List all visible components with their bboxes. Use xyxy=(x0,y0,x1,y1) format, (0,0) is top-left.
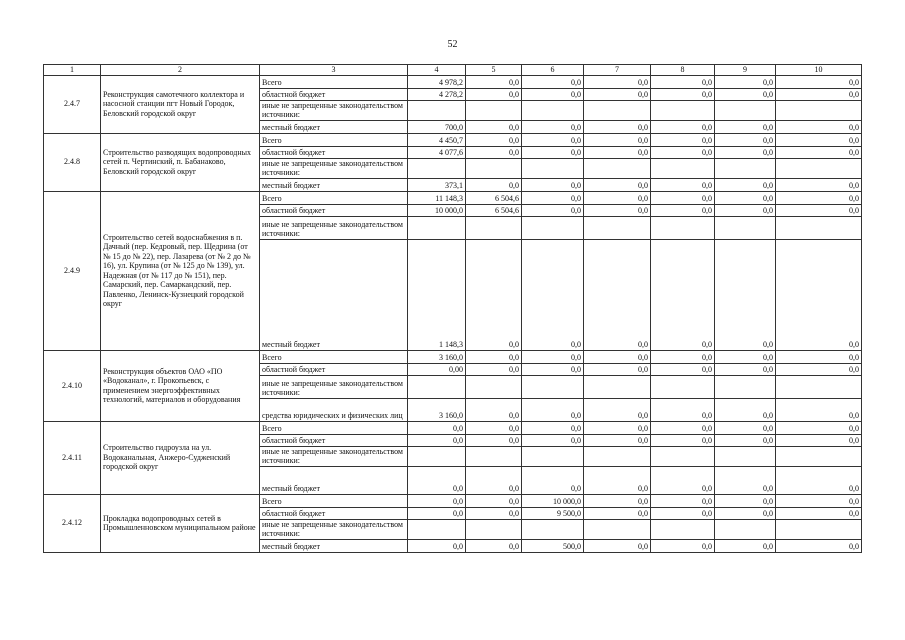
amount-cell: 0,0 xyxy=(466,120,522,133)
amount-cell: 0,0 xyxy=(776,466,862,494)
amount-cell: 0,0 xyxy=(466,75,522,88)
budget-table xyxy=(43,64,862,553)
column-header: 9 xyxy=(715,65,776,76)
amount-cell: 1 148,3 xyxy=(408,239,466,350)
amount-cell: 0,0 xyxy=(651,466,715,494)
amount-cell xyxy=(584,519,651,539)
amount-cell xyxy=(408,158,466,178)
amount-cell: 0,0 xyxy=(466,494,522,507)
column-header: 4 xyxy=(408,65,466,76)
amount-cell: 0,0 xyxy=(715,133,776,146)
amount-cell: 0,0 xyxy=(522,239,584,350)
section-name: Строительство гидроузла на ул. Водоканальная, Анжеро-Судженский городской округ xyxy=(101,421,260,494)
amount-cell: 3 160,0 xyxy=(408,398,466,421)
amount-cell xyxy=(651,100,715,120)
amount-cell: 0,0 xyxy=(466,239,522,350)
amount-cell: 0,0 xyxy=(584,178,651,191)
funding-source: Всего xyxy=(260,350,408,363)
amount-cell: 0,0 xyxy=(776,146,862,158)
amount-cell: 0,0 xyxy=(584,539,651,552)
amount-cell: 4 077,6 xyxy=(408,146,466,158)
amount-cell xyxy=(715,100,776,120)
funding-source: иные не запрещенные законодательством источники: xyxy=(260,158,408,178)
amount-cell: 0,0 xyxy=(715,75,776,88)
amount-cell: 0,0 xyxy=(776,350,862,363)
amount-cell: 0,0 xyxy=(522,191,584,204)
amount-cell: 0,0 xyxy=(776,363,862,375)
funding-source: иные не запрещенные законодательством источники: xyxy=(260,216,408,239)
amount-cell: 0,0 xyxy=(584,75,651,88)
amount-cell: 0,0 xyxy=(651,421,715,434)
amount-cell xyxy=(776,446,862,466)
amount-cell xyxy=(776,100,862,120)
amount-cell: 0,0 xyxy=(651,88,715,100)
amount-cell: 0,0 xyxy=(584,120,651,133)
funding-source: областной бюджет xyxy=(260,204,408,216)
amount-cell: 0,0 xyxy=(651,191,715,204)
amount-cell: 0,0 xyxy=(584,191,651,204)
table-row xyxy=(44,494,862,507)
amount-cell: 500,0 xyxy=(522,539,584,552)
amount-cell xyxy=(584,216,651,239)
section-code: 2.4.12 xyxy=(44,494,101,552)
amount-cell: 0,0 xyxy=(715,191,776,204)
amount-cell: 0,0 xyxy=(522,120,584,133)
column-header: 2 xyxy=(101,65,260,76)
amount-cell xyxy=(715,216,776,239)
amount-cell: 0,0 xyxy=(466,466,522,494)
funding-source: местный бюджет xyxy=(260,539,408,552)
amount-cell: 0,0 xyxy=(466,350,522,363)
column-header: 10 xyxy=(776,65,862,76)
amount-cell: 0,0 xyxy=(466,434,522,446)
amount-cell: 0,0 xyxy=(776,120,862,133)
amount-cell: 0,0 xyxy=(715,398,776,421)
amount-cell: 0,0 xyxy=(651,350,715,363)
amount-cell: 0,0 xyxy=(584,146,651,158)
amount-cell: 0,0 xyxy=(584,494,651,507)
amount-cell: 6 504,6 xyxy=(466,204,522,216)
amount-cell xyxy=(776,519,862,539)
amount-cell: 0,0 xyxy=(584,466,651,494)
section-code: 2.4.9 xyxy=(44,191,101,350)
funding-source: иные не запрещенные законодательством источники: xyxy=(260,375,408,398)
amount-cell: 0,0 xyxy=(651,204,715,216)
funding-source: местный бюджет xyxy=(260,178,408,191)
amount-cell: 0,0 xyxy=(715,363,776,375)
amount-cell: 0,0 xyxy=(715,88,776,100)
amount-cell: 0,0 xyxy=(522,421,584,434)
amount-cell: 0,0 xyxy=(651,75,715,88)
amount-cell xyxy=(466,216,522,239)
amount-cell: 0,0 xyxy=(715,204,776,216)
amount-cell xyxy=(584,100,651,120)
funding-source: областной бюджет xyxy=(260,88,408,100)
amount-cell xyxy=(715,158,776,178)
amount-cell: 0,0 xyxy=(651,178,715,191)
amount-cell xyxy=(651,158,715,178)
amount-cell xyxy=(651,216,715,239)
section-code: 2.4.10 xyxy=(44,350,101,421)
amount-cell: 0,0 xyxy=(408,466,466,494)
funding-source: Всего xyxy=(260,421,408,434)
amount-cell: 0,0 xyxy=(715,421,776,434)
amount-cell: 0,0 xyxy=(651,239,715,350)
amount-cell xyxy=(584,158,651,178)
amount-cell: 0,0 xyxy=(522,88,584,100)
funding-source: иные не запрещенные законодательством источники: xyxy=(260,100,408,120)
amount-cell: 10 000,0 xyxy=(408,204,466,216)
funding-source: Всего xyxy=(260,191,408,204)
amount-cell: 0,0 xyxy=(715,494,776,507)
table-row xyxy=(44,75,862,88)
amount-cell xyxy=(715,519,776,539)
amount-cell: 0,0 xyxy=(522,466,584,494)
amount-cell xyxy=(466,519,522,539)
funding-source: местный бюджет xyxy=(260,466,408,494)
amount-cell: 0,0 xyxy=(715,178,776,191)
amount-cell: 0,0 xyxy=(466,507,522,519)
amount-cell: 11 148,3 xyxy=(408,191,466,204)
amount-cell: 0,0 xyxy=(522,434,584,446)
funding-source: местный бюджет xyxy=(260,239,408,350)
amount-cell: 0,0 xyxy=(651,146,715,158)
amount-cell: 0,0 xyxy=(466,539,522,552)
amount-cell: 0,0 xyxy=(776,539,862,552)
section-code: 2.4.11 xyxy=(44,421,101,494)
amount-cell: 0,0 xyxy=(408,421,466,434)
column-header: 3 xyxy=(260,65,408,76)
amount-cell: 0,0 xyxy=(522,75,584,88)
amount-cell xyxy=(408,100,466,120)
amount-cell: 0,0 xyxy=(651,434,715,446)
amount-cell: 0,0 xyxy=(466,88,522,100)
amount-cell xyxy=(466,446,522,466)
section-code: 2.4.8 xyxy=(44,133,101,191)
amount-cell: 0,0 xyxy=(776,88,862,100)
amount-cell: 0,0 xyxy=(584,398,651,421)
amount-cell: 0,0 xyxy=(776,178,862,191)
amount-cell xyxy=(584,446,651,466)
amount-cell: 0,00 xyxy=(408,363,466,375)
amount-cell xyxy=(776,216,862,239)
amount-cell xyxy=(522,216,584,239)
amount-cell: 0,0 xyxy=(584,507,651,519)
amount-cell: 9 500,0 xyxy=(522,507,584,519)
amount-cell: 700,0 xyxy=(408,120,466,133)
section-name: Прокладка водопроводных сетей в Промышленновском муниципальном районе xyxy=(101,494,260,552)
page-number: 52 xyxy=(447,39,458,50)
amount-cell: 0,0 xyxy=(776,204,862,216)
funding-source: областной бюджет xyxy=(260,363,408,375)
amount-cell xyxy=(466,100,522,120)
amount-cell: 0,0 xyxy=(715,539,776,552)
amount-cell: 0,0 xyxy=(776,434,862,446)
amount-cell xyxy=(466,375,522,398)
amount-cell xyxy=(522,446,584,466)
amount-cell xyxy=(522,375,584,398)
amount-cell: 4 278,2 xyxy=(408,88,466,100)
amount-cell xyxy=(651,375,715,398)
amount-cell: 10 000,0 xyxy=(522,494,584,507)
column-header: 7 xyxy=(584,65,651,76)
amount-cell: 0,0 xyxy=(466,178,522,191)
amount-cell xyxy=(584,375,651,398)
amount-cell: 0,0 xyxy=(776,191,862,204)
amount-cell: 0,0 xyxy=(466,421,522,434)
funding-source: Всего xyxy=(260,494,408,507)
amount-cell: 0,0 xyxy=(522,204,584,216)
funding-source: Всего xyxy=(260,133,408,146)
amount-cell: 0,0 xyxy=(651,120,715,133)
amount-cell: 0,0 xyxy=(584,434,651,446)
amount-cell xyxy=(776,158,862,178)
section-code: 2.4.7 xyxy=(44,75,101,133)
amount-cell: 0,0 xyxy=(715,239,776,350)
amount-cell: 0,0 xyxy=(651,507,715,519)
amount-cell: 0,0 xyxy=(584,239,651,350)
amount-cell: 0,0 xyxy=(584,363,651,375)
amount-cell: 3 160,0 xyxy=(408,350,466,363)
funding-source: иные не запрещенные законодательством источники: xyxy=(260,446,408,466)
table-row xyxy=(44,421,862,434)
amount-cell: 0,0 xyxy=(522,178,584,191)
amount-cell: 0,0 xyxy=(776,421,862,434)
funding-source: областной бюджет xyxy=(260,507,408,519)
amount-cell: 0,0 xyxy=(715,507,776,519)
section-name: Реконструкция самотечного коллектора и насосной станции пгт Новый Городок, Беловский городской округ xyxy=(101,75,260,133)
amount-cell xyxy=(522,100,584,120)
amount-cell: 0,0 xyxy=(776,75,862,88)
amount-cell xyxy=(522,519,584,539)
amount-cell: 0,0 xyxy=(651,494,715,507)
amount-cell: 0,0 xyxy=(776,507,862,519)
section-name: Реконструкция объектов ОАО «ПО «Водоканал», г. Прокопьевск, с применением энергоэффективных технологий, материалов и оборудования xyxy=(101,350,260,421)
column-header: 1 xyxy=(44,65,101,76)
section-name: Строительство сетей водоснабжения в п. Дачный (пер. Кедровый, пер. Щедрина (от № 15 до № 22), пер. Лазарева (от № 2 до № 16), ул. Крупина (от № 125 до № 139), ул. Надежная (от № 117 до № 151), пер. Самарский, пер. Самаркандский, пер. Павленко, Ленинск-Кузнецкий городской округ xyxy=(101,191,260,350)
funding-source: Всего xyxy=(260,75,408,88)
amount-cell xyxy=(408,375,466,398)
amount-cell: 0,0 xyxy=(522,363,584,375)
amount-cell: 0,0 xyxy=(776,133,862,146)
amount-cell: 0,0 xyxy=(408,507,466,519)
amount-cell: 4 450,7 xyxy=(408,133,466,146)
amount-cell: 0,0 xyxy=(651,133,715,146)
amount-cell: 0,0 xyxy=(715,466,776,494)
amount-cell xyxy=(651,519,715,539)
amount-cell: 0,0 xyxy=(776,398,862,421)
amount-cell xyxy=(715,446,776,466)
header-row xyxy=(44,65,862,76)
amount-cell: 0,0 xyxy=(584,88,651,100)
amount-cell: 0,0 xyxy=(522,146,584,158)
amount-cell: 0,0 xyxy=(466,363,522,375)
amount-cell xyxy=(651,446,715,466)
amount-cell xyxy=(776,375,862,398)
funding-source: средства юридических и физических лиц xyxy=(260,398,408,421)
amount-cell: 0,0 xyxy=(408,539,466,552)
amount-cell: 0,0 xyxy=(466,398,522,421)
amount-cell: 0,0 xyxy=(584,204,651,216)
funding-source: областной бюджет xyxy=(260,146,408,158)
amount-cell: 0,0 xyxy=(466,146,522,158)
amount-cell xyxy=(522,158,584,178)
amount-cell: 0,0 xyxy=(522,133,584,146)
table-row xyxy=(44,133,862,146)
amount-cell: 0,0 xyxy=(651,363,715,375)
table-row xyxy=(44,350,862,363)
funding-source: иные не запрещенные законодательством источники: xyxy=(260,519,408,539)
amount-cell: 0,0 xyxy=(466,133,522,146)
amount-cell xyxy=(408,519,466,539)
amount-cell: 0,0 xyxy=(651,398,715,421)
column-header: 6 xyxy=(522,65,584,76)
amount-cell xyxy=(466,158,522,178)
amount-cell: 0,0 xyxy=(584,133,651,146)
funding-source: областной бюджет xyxy=(260,434,408,446)
amount-cell: 373,1 xyxy=(408,178,466,191)
amount-cell: 0,0 xyxy=(522,350,584,363)
section-name: Строительство разводящих водопроводных сетей п. Чертинский, п. Бабанаково, Беловский городской округ xyxy=(101,133,260,191)
amount-cell xyxy=(715,375,776,398)
amount-cell: 0,0 xyxy=(715,146,776,158)
column-header: 5 xyxy=(466,65,522,76)
amount-cell xyxy=(408,216,466,239)
table-row xyxy=(44,191,862,204)
amount-cell: 0,0 xyxy=(715,120,776,133)
amount-cell: 0,0 xyxy=(651,539,715,552)
amount-cell: 0,0 xyxy=(776,239,862,350)
amount-cell: 0,0 xyxy=(408,494,466,507)
amount-cell: 0,0 xyxy=(584,421,651,434)
amount-cell xyxy=(408,446,466,466)
amount-cell: 0,0 xyxy=(522,398,584,421)
column-header: 8 xyxy=(651,65,715,76)
amount-cell: 4 978,2 xyxy=(408,75,466,88)
amount-cell: 0,0 xyxy=(715,350,776,363)
funding-source: местный бюджет xyxy=(260,120,408,133)
amount-cell: 0,0 xyxy=(408,434,466,446)
amount-cell: 6 504,6 xyxy=(466,191,522,204)
amount-cell: 0,0 xyxy=(776,494,862,507)
amount-cell: 0,0 xyxy=(584,350,651,363)
amount-cell: 0,0 xyxy=(715,434,776,446)
